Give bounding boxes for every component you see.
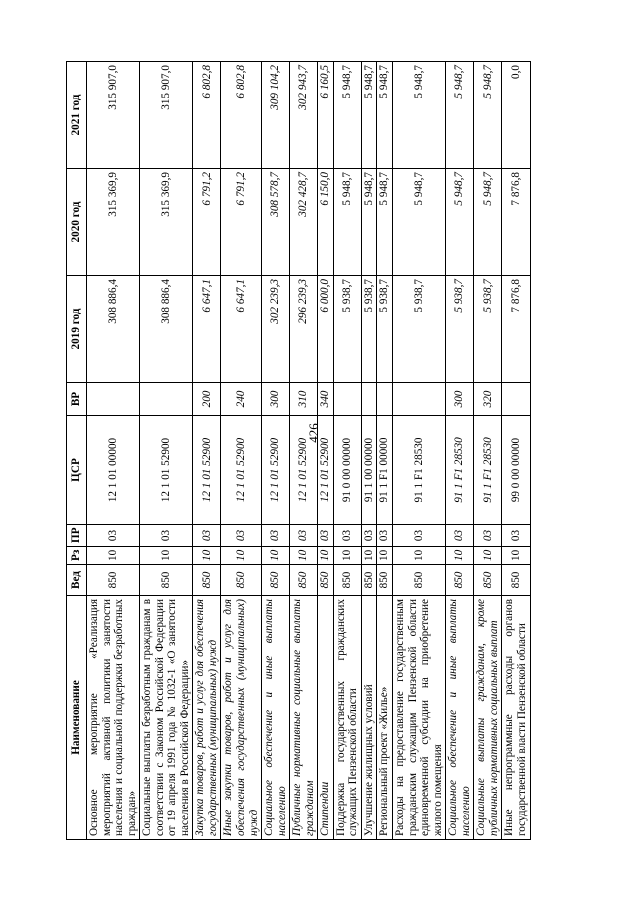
table-row: [221, 62, 262, 840]
row-2021-cell: 309 104,2: [262, 62, 290, 169]
row-ved-cell: 850: [318, 565, 334, 596]
row-ved-cell: 850: [361, 565, 377, 596]
row-2020-cell: 6 791,2: [221, 169, 262, 276]
row-rz-cell: 10: [193, 547, 221, 565]
row-2021-cell: 5 948,7: [446, 62, 474, 169]
row-rz-cell: 10: [377, 547, 393, 565]
row-name-cell: Расходы на предоставление государственным гражданским служащим Пензенской области единовременной субсидии на приобретение жилого помещения: [393, 596, 446, 840]
row-2020-cell: 5 948,7: [393, 169, 446, 276]
row-2021-cell: 5 948,7: [377, 62, 393, 169]
row-2019-cell: 302 239,3: [262, 276, 290, 383]
row-csr-cell: 12 1 01 52900: [290, 416, 318, 525]
row-ved-cell: 850: [262, 565, 290, 596]
row-vr-cell: 320: [474, 383, 502, 416]
row-ved-cell: 850: [140, 565, 193, 596]
row-ved-cell: 850: [87, 565, 140, 596]
row-csr-cell: 91 1 F1 28530: [474, 416, 502, 525]
row-rz-cell: 10: [333, 547, 361, 565]
row-pr-cell: 03: [290, 525, 318, 547]
row-csr-cell: 99 0 00 00000: [502, 416, 530, 525]
row-pr-cell: 03: [446, 525, 474, 547]
header-rz: Рз: [67, 547, 87, 565]
row-vr-cell: [87, 383, 140, 416]
row-vr-cell: [377, 383, 393, 416]
row-pr-cell: 03: [221, 525, 262, 547]
row-rz-cell: 10: [446, 547, 474, 565]
row-csr-cell: 91 1 F1 28530: [446, 416, 474, 525]
row-2020-cell: 6 791,2: [193, 169, 221, 276]
row-name-cell: Социальные выплаты безработным гражданам в соответствии с Законом Российской Федерации от 19 апреля 1991 года № 1032-1 «О занятости населения в Российской Федерации»: [140, 596, 193, 840]
row-rz-cell: 10: [87, 547, 140, 565]
row-2020-cell: 315 369,9: [140, 169, 193, 276]
table-row: [502, 62, 530, 840]
row-name-cell: Поддержка государственных гражданских служащих Пензенской области: [333, 596, 361, 840]
row-ved-cell: 850: [333, 565, 361, 596]
row-csr-cell: 12 1 01 52900: [193, 416, 221, 525]
row-csr-cell: 91 1 F1 28530: [393, 416, 446, 525]
row-vr-cell: [140, 383, 193, 416]
table-row: [262, 62, 290, 840]
row-name-cell: Региональный проект «Жилье»: [377, 596, 393, 840]
row-vr-cell: 240: [221, 383, 262, 416]
row-2019-cell: 5 938,7: [361, 276, 377, 383]
row-name-cell: Стипендии: [318, 596, 334, 840]
row-name-cell: Социальное обеспечение и иные выплаты населению: [262, 596, 290, 840]
header-vr: ВР: [67, 383, 87, 416]
table-row: [361, 62, 377, 840]
row-2021-cell: 6 802,8: [221, 62, 262, 169]
row-2019-cell: 6 000,0: [318, 276, 334, 383]
table-header-row: [67, 62, 87, 840]
header-csr: ЦСР: [67, 416, 87, 525]
row-2019-cell: 5 938,7: [333, 276, 361, 383]
row-ved-cell: 850: [377, 565, 393, 596]
table-row: [393, 62, 446, 840]
row-ved-cell: 850: [393, 565, 446, 596]
row-2019-cell: 296 239,3: [290, 276, 318, 383]
row-pr-cell: 03: [393, 525, 446, 547]
row-pr-cell: 03: [140, 525, 193, 547]
row-2020-cell: 6 150,0: [318, 169, 334, 276]
row-vr-cell: 200: [193, 383, 221, 416]
row-pr-cell: 03: [318, 525, 334, 547]
header-2021: 2021 год: [67, 62, 87, 169]
budget-table-rotated: [66, 62, 528, 840]
row-pr-cell: 03: [193, 525, 221, 547]
row-ved-cell: 850: [446, 565, 474, 596]
header-pr: ПР: [67, 525, 87, 547]
row-2019-cell: 5 938,7: [446, 276, 474, 383]
row-csr-cell: 91 1 00 00000: [361, 416, 377, 525]
row-2021-cell: 315 907,0: [140, 62, 193, 169]
row-2020-cell: 315 369,9: [87, 169, 140, 276]
row-2020-cell: 5 948,7: [333, 169, 361, 276]
row-2021-cell: 302 943,7: [290, 62, 318, 169]
table-row: [87, 62, 140, 840]
row-pr-cell: 03: [87, 525, 140, 547]
header-name: Наименование: [67, 596, 87, 840]
row-2019-cell: 5 938,7: [474, 276, 502, 383]
row-pr-cell: 03: [474, 525, 502, 547]
row-2021-cell: 0,0: [502, 62, 530, 169]
row-name-cell: Социальное обеспечение и иные выплаты населению: [446, 596, 474, 840]
row-pr-cell: 03: [377, 525, 393, 547]
row-ved-cell: 850: [290, 565, 318, 596]
row-name-cell: Улучшение жилищных условий: [361, 596, 377, 840]
header-2019: 2019 год: [67, 276, 87, 383]
row-2020-cell: 7 876,8: [502, 169, 530, 276]
row-pr-cell: 03: [361, 525, 377, 547]
row-rz-cell: 10: [474, 547, 502, 565]
row-vr-cell: [393, 383, 446, 416]
row-vr-cell: [361, 383, 377, 416]
row-pr-cell: 03: [333, 525, 361, 547]
row-csr-cell: 12 1 01 52900: [262, 416, 290, 525]
row-rz-cell: 10: [502, 547, 530, 565]
row-rz-cell: 10: [140, 547, 193, 565]
row-vr-cell: 300: [446, 383, 474, 416]
row-2019-cell: 308 886,4: [140, 276, 193, 383]
row-csr-cell: 12 1 01 52900: [318, 416, 334, 525]
row-name-cell: Социальные выплаты гражданам, кроме публичных нормативных социальных выплат: [474, 596, 502, 840]
budget-table: [66, 61, 531, 840]
table-row: [446, 62, 474, 840]
table-row: [318, 62, 334, 840]
row-name-cell: Закупка товаров, работ и услуг для обеспечения государственных (муниципальных) нужд: [193, 596, 221, 840]
page-number: 426: [306, 423, 321, 443]
row-2020-cell: 5 948,7: [361, 169, 377, 276]
row-rz-cell: 10: [393, 547, 446, 565]
row-2020-cell: 5 948,7: [474, 169, 502, 276]
table-row: [193, 62, 221, 840]
row-vr-cell: [333, 383, 361, 416]
row-2019-cell: 6 647,1: [193, 276, 221, 383]
row-name-cell: Иные закупки товаров, работ и услуг для обеспечения государственных (муниципальных) нужд: [221, 596, 262, 840]
row-rz-cell: 10: [262, 547, 290, 565]
row-name-cell: Иные непрограммные расходы органов государственной власти Пензенской области: [502, 596, 530, 840]
row-csr-cell: 12 1 01 52900: [140, 416, 193, 525]
row-2020-cell: 302 428,7: [290, 169, 318, 276]
row-csr-cell: 12 1 01 52900: [221, 416, 262, 525]
row-csr-cell: 12 1 01 00000: [87, 416, 140, 525]
row-2021-cell: 5 948,7: [474, 62, 502, 169]
row-pr-cell: 03: [502, 525, 530, 547]
row-ved-cell: 850: [474, 565, 502, 596]
row-name-cell: Основное мероприятие «Реализация мероприятий активной политики занятости населения и социальной поддержки безработных граждан»: [87, 596, 140, 840]
row-csr-cell: 91 1 F1 00000: [377, 416, 393, 525]
row-2020-cell: 308 578,7: [262, 169, 290, 276]
row-2021-cell: 5 948,7: [393, 62, 446, 169]
table-row: [474, 62, 502, 840]
row-ved-cell: 850: [502, 565, 530, 596]
row-rz-cell: 10: [318, 547, 334, 565]
row-ved-cell: 850: [193, 565, 221, 596]
table-row: [290, 62, 318, 840]
row-2020-cell: 5 948,7: [446, 169, 474, 276]
table-row: [140, 62, 193, 840]
row-2021-cell: 5 948,7: [333, 62, 361, 169]
header-2020: 2020 год: [67, 169, 87, 276]
row-ved-cell: 850: [221, 565, 262, 596]
row-2019-cell: 5 938,7: [377, 276, 393, 383]
row-2020-cell: 5 948,7: [377, 169, 393, 276]
row-rz-cell: 10: [221, 547, 262, 565]
row-rz-cell: 10: [361, 547, 377, 565]
row-name-cell: Публичные нормативные социальные выплаты гражданам: [290, 596, 318, 840]
row-2019-cell: 7 876,8: [502, 276, 530, 383]
row-vr-cell: [502, 383, 530, 416]
header-ved: Вед: [67, 565, 87, 596]
row-vr-cell: 310: [290, 383, 318, 416]
row-vr-cell: 300: [262, 383, 290, 416]
row-2019-cell: 308 886,4: [87, 276, 140, 383]
row-2019-cell: 5 938,7: [393, 276, 446, 383]
row-2021-cell: 6 802,8: [193, 62, 221, 169]
row-pr-cell: 03: [262, 525, 290, 547]
row-vr-cell: 340: [318, 383, 334, 416]
row-rz-cell: 10: [290, 547, 318, 565]
table-row: [333, 62, 361, 840]
row-2021-cell: 315 907,0: [87, 62, 140, 169]
row-2021-cell: 6 160,5: [318, 62, 334, 169]
table-row: [377, 62, 393, 840]
row-2019-cell: 6 647,1: [221, 276, 262, 383]
row-csr-cell: 91 0 00 00000: [333, 416, 361, 525]
row-2021-cell: 5 948,7: [361, 62, 377, 169]
